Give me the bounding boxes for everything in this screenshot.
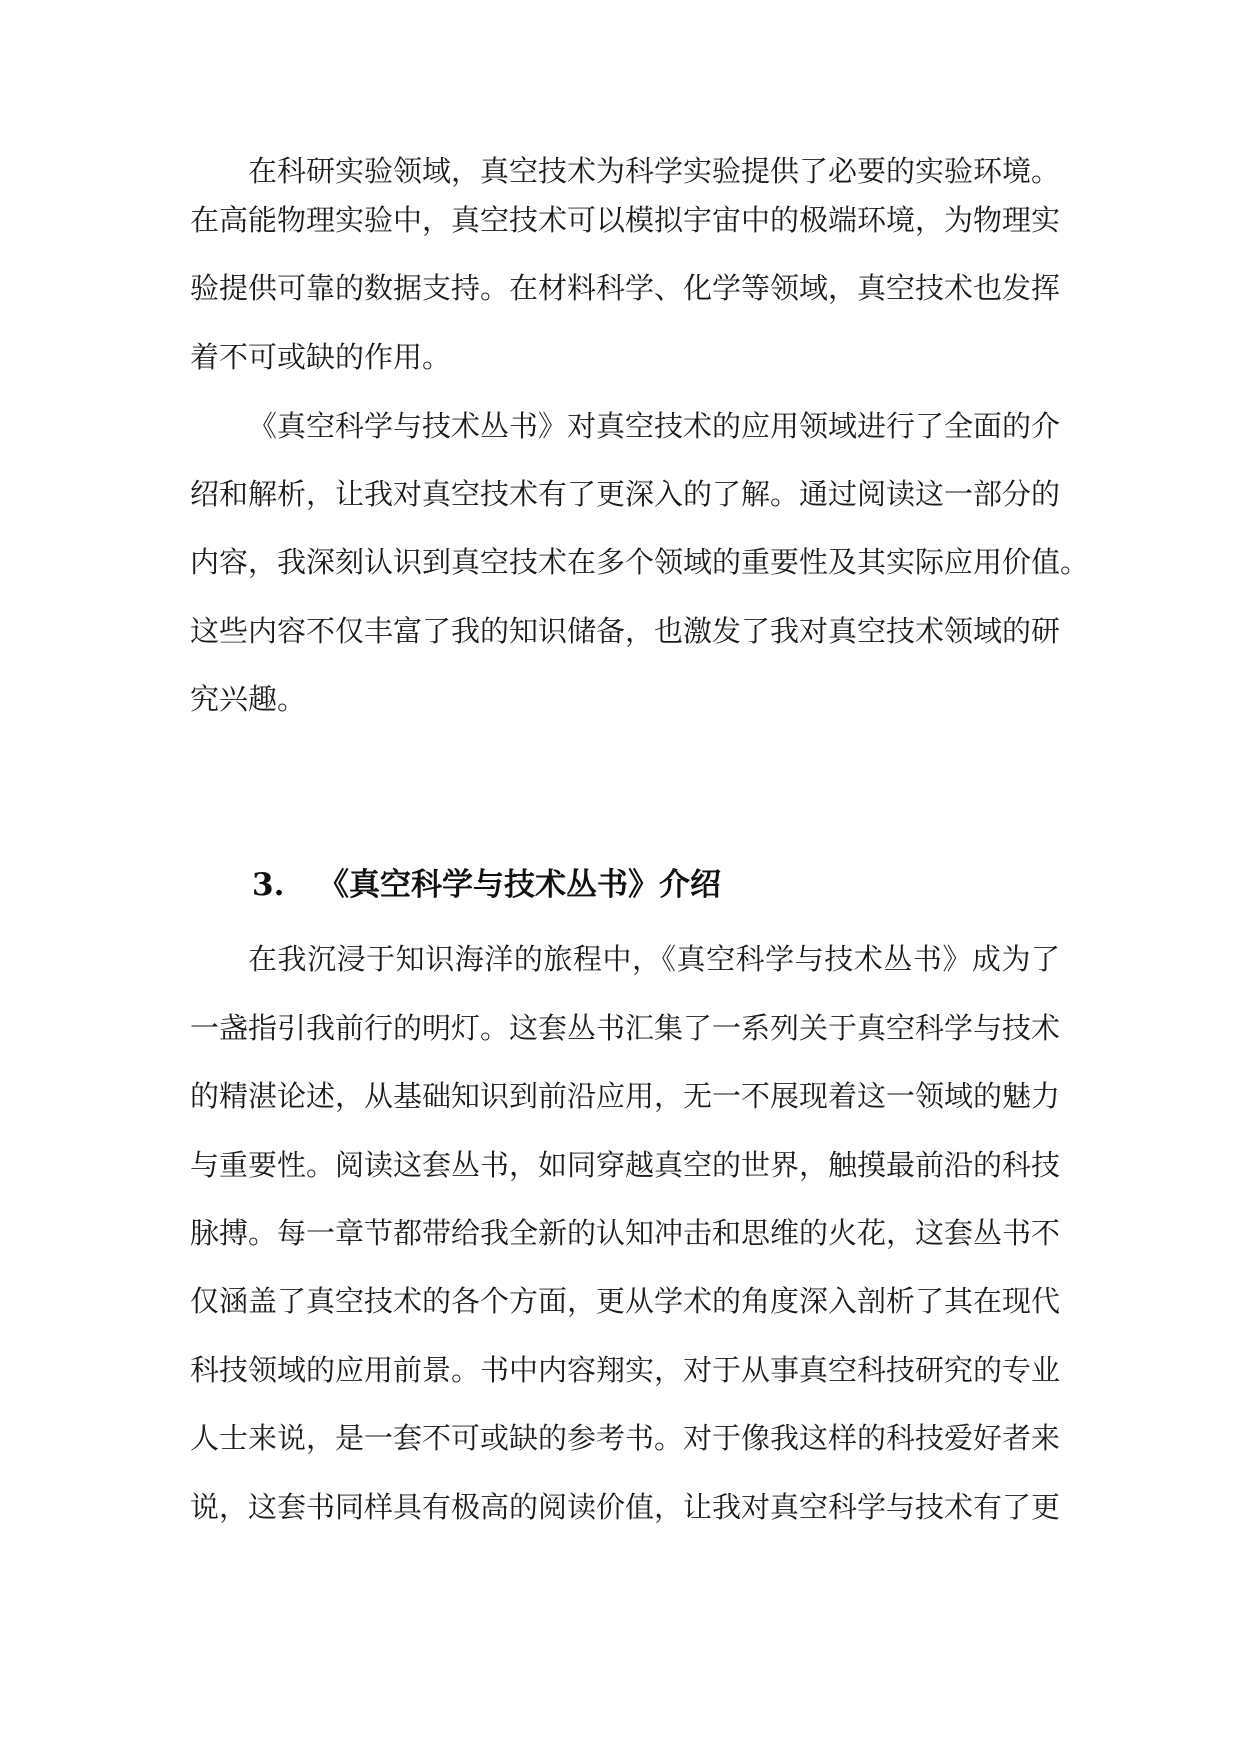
paragraph-line: 的精湛论述，从基础知识到前沿应用，无一不展现着这一领域的魅力 [190, 1079, 1061, 1113]
paragraph-line: 验提供可靠的数据支持。在材料科学、化学等领域，真空技术也发挥 [190, 271, 1061, 305]
paragraph-line: 说，这套书同样具有极高的阅读价值，让我对真空科学与技术有了更 [190, 1490, 1061, 1524]
paragraph-line: 《真空科学与技术丛书》对真空技术的应用领域进行了全面的介 [248, 409, 1061, 443]
paragraph-line: 在我沉浸于知识海洋的旅程中，《真空科学与技术丛书》成为了 [248, 942, 1060, 976]
paragraph-line: 仅涵盖了真空技术的各个方面，更从学术的角度深入剖析了其在现代 [190, 1284, 1061, 1318]
paragraph-line: 绍和解析，让我对真空技术有了更深入的了解。通过阅读这一部分的 [190, 477, 1061, 511]
paragraph-line: 内容，我深刻认识到真空技术在多个领域的重要性及其实际应用价值。 [190, 545, 1090, 579]
section-heading [252, 863, 721, 907]
paragraph-line: 人士来说，是一套不可或缺的参考书。对于像我这样的科技爱好者来 [190, 1421, 1061, 1455]
paragraph-line: 科技领域的应用前景。书中内容翔实，对于从事真空科技研究的专业 [190, 1353, 1061, 1387]
paragraph-line: 与重要性。阅读这套丛书，如同穿越真空的世界，触摸最前沿的科技 [190, 1148, 1061, 1182]
paragraph-line: 究兴趣。 [190, 682, 307, 716]
section-number: 3. [252, 867, 285, 903]
paragraph-line: 在高能物理实验中，真空技术可以模拟宇宙中的极端环境，为物理实 [190, 203, 1061, 237]
section-title: 《真空科学与技术丛书》介绍 [318, 867, 721, 903]
paragraph-line: 一盏指引我前行的明灯。这套丛书汇集了一系列关于真空科学与技术 [190, 1011, 1061, 1045]
paragraph-line: 脉搏。每一章节都带给我全新的认知冲击和思维的火花，这套丛书不 [190, 1216, 1061, 1250]
paragraph-line: 在科研实验领域，真空技术为科学实验提供了必要的实验环境。 [248, 154, 1061, 188]
paragraph-line: 这些内容不仅丰富了我的知识储备，也激发了我对真空技术领域的研 [190, 614, 1061, 648]
paragraph-line: 着不可或缺的作用。 [190, 340, 452, 374]
